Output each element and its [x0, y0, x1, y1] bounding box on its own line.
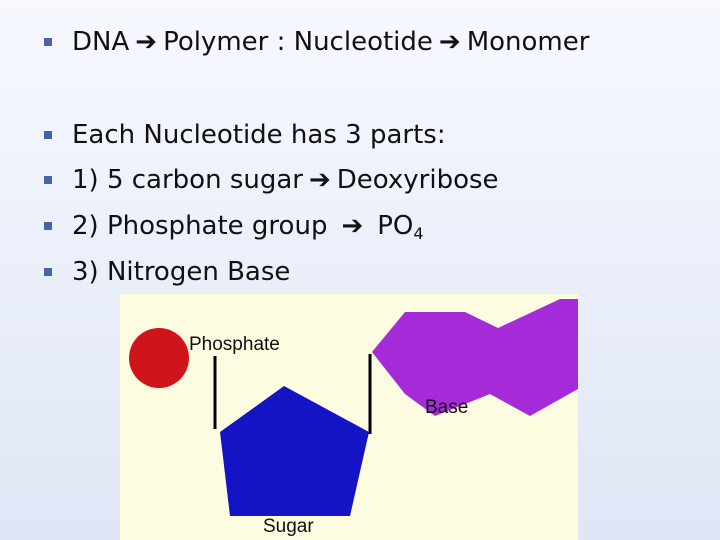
bullet-text-phosphate: 2) Phosphate group	[72, 211, 328, 241]
bullet-sugar	[44, 164, 499, 196]
bullet-dna-polymer	[44, 26, 589, 58]
bullet-marker	[44, 131, 52, 139]
bullet-text-polymer: Polymer : Nucleotide	[163, 27, 433, 57]
bullet-text: 3) Nitrogen Base	[72, 257, 291, 287]
sugar-label: Sugar	[263, 516, 314, 537]
bullet-text-monomer: Monomer	[466, 27, 590, 57]
bullet-text: Each Nucleotide has 3 parts:	[72, 120, 446, 150]
bullet-marker	[44, 268, 52, 276]
bullet-text-sugar: 1) 5 carbon sugar	[72, 165, 303, 195]
bullet-text-deoxyribose: Deoxyribose	[336, 165, 499, 195]
base-hexagon	[372, 299, 578, 416]
arrow-icon: ➔	[438, 27, 461, 57]
bullet-marker	[44, 176, 52, 184]
arrow-icon: ➔	[308, 165, 331, 195]
bullet-marker	[44, 38, 52, 46]
bullet-base	[44, 256, 290, 288]
bullet-nucleotide-parts	[44, 119, 446, 151]
phosphate-circle	[129, 328, 189, 388]
bullet-text-po: $PO_4$	[377, 211, 424, 243]
bullet-marker	[44, 222, 52, 230]
bullet-phosphate	[44, 210, 424, 242]
base-label: Base	[425, 397, 469, 418]
sugar-pentagon	[220, 386, 369, 516]
arrow-icon: ➔	[341, 211, 364, 241]
phosphate-label: Phosphate	[189, 334, 280, 355]
arrow-icon: ➔	[135, 27, 158, 57]
bullet-text-dna: DNA	[72, 27, 130, 57]
nucleotide-svg	[120, 294, 578, 540]
subscript-4: 4	[413, 224, 424, 243]
nucleotide-diagram	[120, 294, 578, 540]
